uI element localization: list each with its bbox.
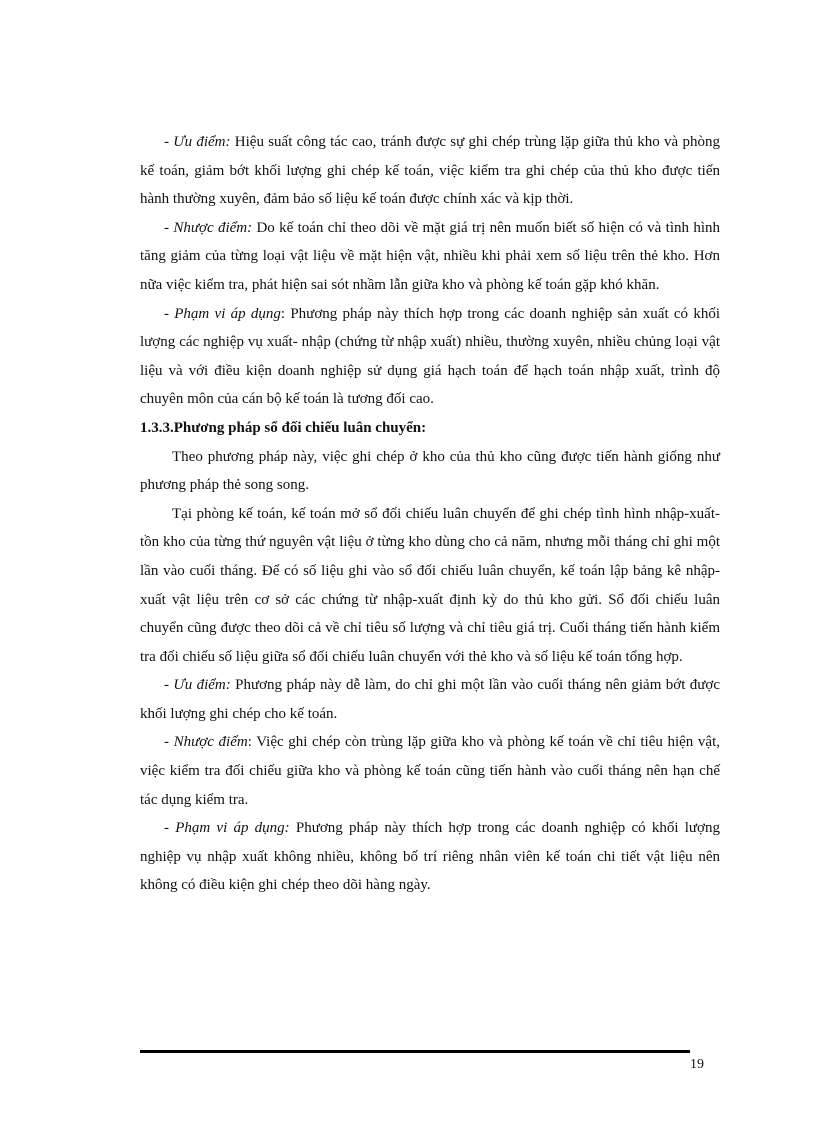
paragraph-label: - Ưu điểm: — [164, 677, 231, 694]
paragraph-text: : Việc ghi chép còn trùng lặp giữa kho và phòng kế toán về chỉ tiêu hiện vật, việc kiểm tra đối chiếu giữa kho và phòng kế toán cũng tiến hành vào cuối tháng nên hạn chế tác dụng kiểm tra. — [140, 734, 720, 808]
disadvantages-paragraph — [140, 728, 720, 814]
paragraph-text: Hiệu suất công tác cao, tránh được sự ghi chép trùng lặp giữa thủ kho và phòng kế toán, giảm bớt khối lượng ghi chép kế toán, việc kiểm tra ghi chép của thủ kho được tiến hành thường xuyên, đảm bảo số liệu kế toán được chính xác và kịp thời. — [140, 134, 720, 208]
disadvantages-paragraph — [140, 214, 720, 300]
body-paragraph: Tại phòng kế toán, kế toán mở sổ đối chiếu luân chuyển để ghi chép tình hình nhập-xuất-tồn kho của từng thứ nguyên vật liệu ở từng kho dùng cho cả năm, nhưng mỗi tháng chỉ ghi một lần vào cuối tháng. Để có số liệu ghi vào sổ đối chiếu luân chuyển, kế toán lập bảng kê nhập-xuất vật liệu trên cơ sở các chứng từ nhập-xuất định kỳ do thủ kho gửi. Sổ đối chiếu luân chuyển cũng được theo dõi cả về chỉ tiêu số lượng và chỉ tiêu giá trị. Cuối tháng tiến hành kiểm tra đối chiếu số liệu giữa sổ đối chiếu luân chuyển với thẻ kho và số liệu kế toán tổng hợp. — [140, 505, 720, 665]
paragraph-text: Phương pháp này dễ làm, do chỉ ghi một lần vào cuối tháng nên giảm bớt được khối lượng ghi chép cho kế toán. — [140, 677, 720, 722]
section-heading: 1.3.3.Phương pháp sổ đối chiếu luân chuyển: — [140, 419, 427, 436]
advantages-paragraph — [140, 128, 720, 214]
paragraph-label: - Ưu điểm: — [164, 134, 231, 150]
paragraph-label: - Phạm vi áp dụng: — [164, 820, 290, 837]
paragraph-text: Do kế toán chỉ theo dõi về mặt giá trị nên muốn biết số hiện có và tình hình tăng giảm của từng loại vật liệu về mặt hiện vật, nhiều khi phải xem số liệu trên thẻ kho. Hơn nữa việc kiểm tra, phát hiện sai sót nhầm lẫn giữa kho và phòng kế toán gặp khó khăn. — [140, 219, 720, 293]
page-content — [140, 128, 720, 900]
scope-paragraph — [140, 814, 720, 900]
paragraph-label: - Nhược điểm: — [164, 219, 253, 236]
scope-paragraph — [140, 300, 720, 414]
paragraph-text: : Phương pháp này thích hợp trong các doanh nghiệp sản xuất có khối lượng các nghiệp vụ xuất- nhập (chứng từ nhập xuất) nhiều, thường xuyên, nhiều chủng loại vật liệu và với điều kiện doanh nghiệp sử dụng giá hạch toán để hạch toán nhập xuất, trình độ chuyên môn của cán bộ kế toán là tương đối cao. — [140, 305, 720, 408]
body-paragraph: Theo phương pháp này, việc ghi chép ở kho của thủ kho cũng được tiến hành giống như phương pháp thẻ song song. — [140, 448, 720, 494]
advantages-paragraph — [140, 671, 720, 728]
paragraph-text: Phương pháp này thích hợp trong các doanh nghiệp có khối lượng nghiệp vụ nhập xuất không nhiều, không bố trí riêng nhân viên kế toán chi tiết vật liệu nên không có điều kiện ghi chép theo dõi hàng ngày. — [140, 820, 720, 894]
footer-rule — [140, 1050, 690, 1053]
page-number: 19 — [690, 1057, 704, 1072]
paragraph-label: - Nhược điểm — [164, 734, 248, 751]
paragraph-label: - Phạm vi áp dụng — [164, 305, 281, 322]
